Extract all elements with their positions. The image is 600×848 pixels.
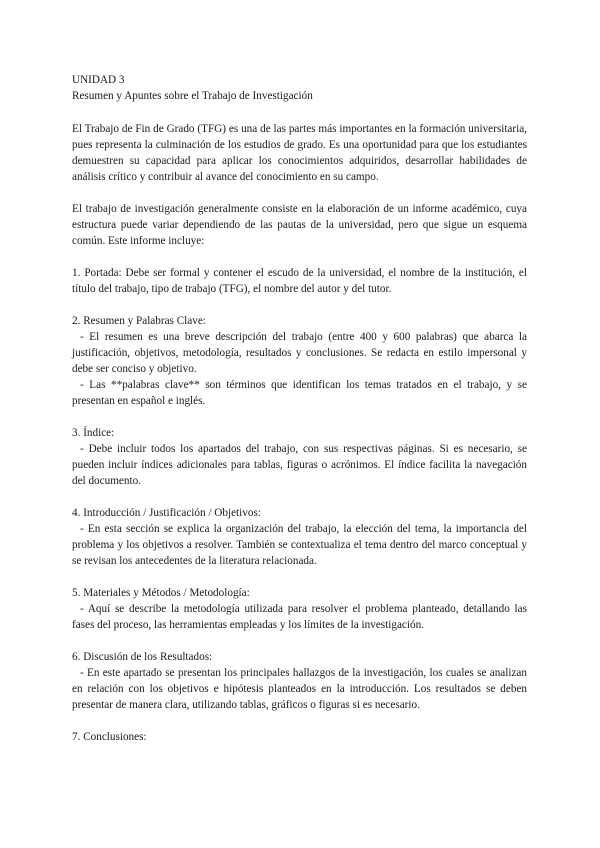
section-bullet: - Debe incluir todos los apartados del trabajo, con sus respectivas páginas. Si es necesario, se pueden incluir índices adicionales para tablas, figuras o acrónimos. El índice facilita la navegación del documento.	[72, 443, 527, 487]
section-title: 4. Introducción / Justificación / Objetivos:	[72, 507, 261, 519]
section-bullet: - El resumen es una breve descripción del trabajo (entre 400 y 600 palabras) que abarca la justificación, objetivos, metodología, resultados y conclusiones. Se redacta en estilo impersonal y debe ser conciso y objetivo.	[72, 331, 527, 375]
section-bullet: - En este apartado se presentan los principales hallazgos de la investigación, los cuales se analizan en relación con los objetivos e hipótesis planteados en la introducción. Los resultados se deben presentar de manera clara, utilizando tablas, gráficos o figuras si es necesario.	[72, 667, 527, 711]
section-title: 3. Índice:	[72, 427, 115, 439]
section-title: 7. Conclusiones:	[72, 731, 147, 743]
section-introduccion	[72, 505, 527, 569]
section-bullet: - Aquí se describe la metodología utilizada para resolver el problema planteado, detallando las fases del proceso, las herramientas empleadas y los límites de la investigación.	[72, 603, 527, 631]
section-title: 5. Materiales y Métodos / Metodología:	[72, 587, 250, 599]
section-discusion	[72, 649, 527, 713]
unit-title: UNIDAD 3	[72, 74, 125, 86]
section-title: 1. Portada: Debe ser formal y contener el escudo de la universidad, el nombre de la institución, el título del trabajo, tipo de trabajo (TFG), el nombre del autor y del tutor.	[72, 267, 527, 295]
section-bullet: - En esta sección se explica la organización del trabajo, la elección del tema, la importancia del problema y los objetivos a resolver. También se contextualiza el tema dentro del marco conceptual y se revisan los antecedentes de la literatura relacionada.	[72, 523, 527, 567]
section-portada	[72, 265, 527, 297]
section-title: 6. Discusión de los Resultados:	[72, 651, 213, 663]
section-metodologia	[72, 585, 527, 633]
section-bullet: - Las **palabras clave** son términos que identifican los temas tratados en el trabajo, y se presentan en español e inglés.	[72, 379, 527, 407]
document-page	[72, 72, 527, 761]
section-resumen	[72, 313, 527, 409]
section-title: 2. Resumen y Palabras Clave:	[72, 315, 206, 327]
document-subtitle: Resumen y Apuntes sobre el Trabajo de Investigación	[72, 90, 313, 102]
document-header	[72, 72, 527, 104]
intro-paragraph: El trabajo de investigación generalmente consiste en la elaboración de un informe académico, cuya estructura puede variar dependiendo de las pautas de la universidad, pero que sigue un esquema común. Este informe incluye:	[72, 203, 527, 247]
section-indice	[72, 425, 527, 489]
intro-paragraph: El Trabajo de Fin de Grado (TFG) es una de las partes más importantes en la formación universitaria, pues representa la culminación de los estudios de grado. Es una oportunidad para que los estudiantes demuestren su capacidad para aplicar los conocimientos adquiridos, desarrollar habilidades de análisis crítico y contribuir al avance del conocimiento en su campo.	[72, 123, 527, 183]
section-conclusiones	[72, 729, 527, 745]
